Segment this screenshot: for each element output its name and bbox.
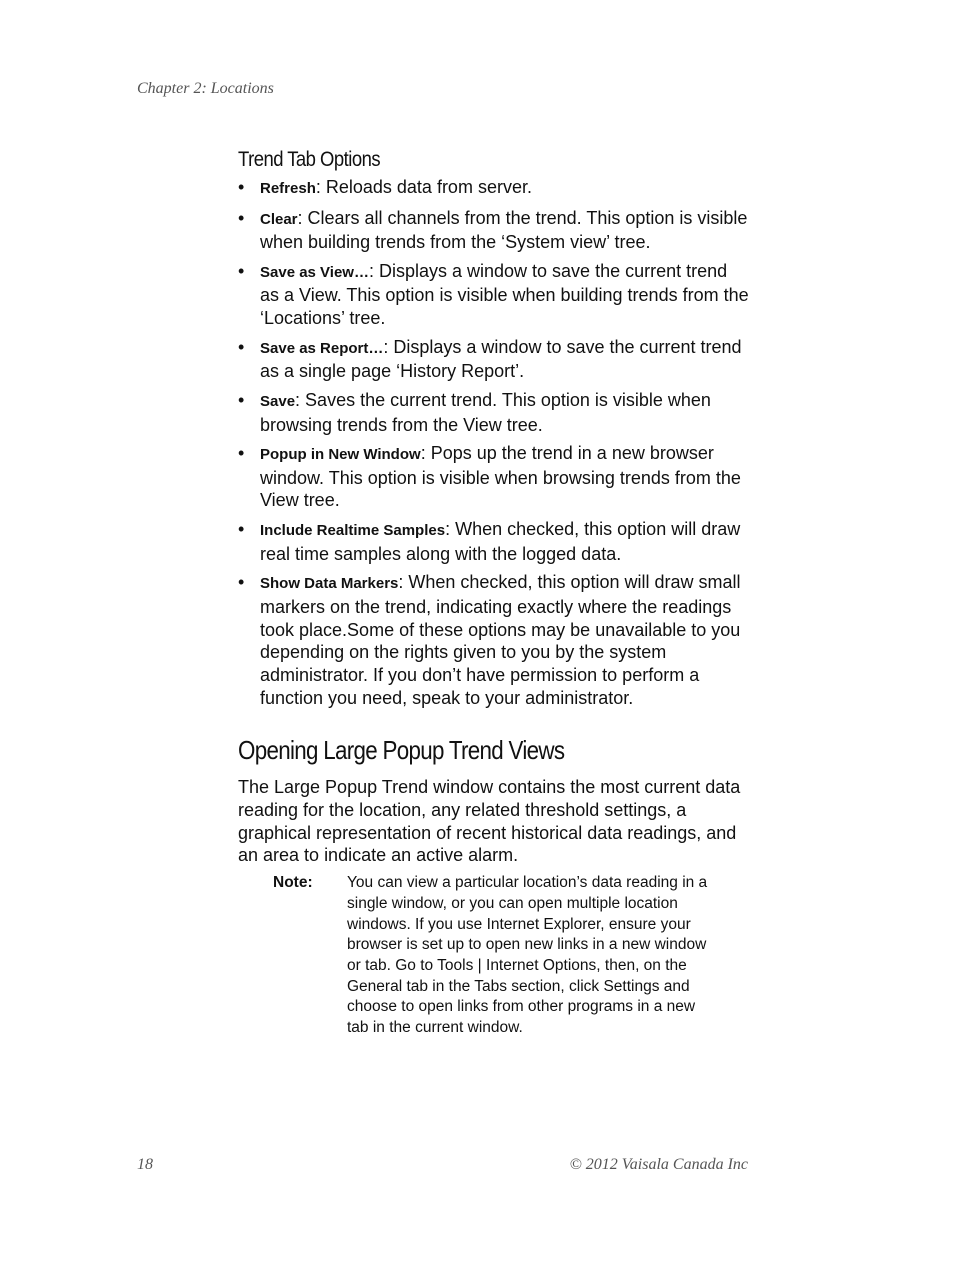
bullet: •: [238, 518, 245, 539]
option-description: : When checked, this option will draw small markers on the trend, indicating exactly where the readings took place.Some of these options may be unavailable to you depending on the rights given to you by the system administrator. If you don’t have permission to perform a function you need, speak to your administrator.: [260, 572, 741, 708]
option-term: Include Realtime Samples: [260, 521, 446, 539]
bullet: •: [238, 177, 245, 197]
option-term: Save as Report…: [260, 339, 384, 357]
list-item: [238, 571, 750, 709]
list-item: [238, 336, 750, 383]
option-description: : Reloads data from server.: [315, 177, 532, 197]
list-item: [238, 389, 750, 436]
option-description: : Displays a window to save the current trend as a View. This option is visible when building trends from the ‘Locations’ tree.: [260, 260, 749, 329]
running-head: Chapter 2: Locations: [137, 80, 274, 97]
note-text: You can view a particular location’s data reading in a single window, or you can open multiple location windows. If you use Internet Explorer, ensure your browser is set up to open new links in a new window or tab. Go to Tools | Internet Options, then, on the General tab in the Tabs section, click Settings and choose to open links from other programs in a new tab in the current window.: [347, 874, 708, 1037]
bullet: •: [238, 207, 245, 228]
option-description: : Pops up the trend in a new browser window. This option is visible when browsing trends from the View tree.: [260, 443, 741, 511]
list-item: [238, 207, 750, 254]
note-label: Note:: [273, 874, 313, 892]
copyright-notice: © 2012 Vaisala Canada Inc: [569, 1156, 748, 1173]
bullet: •: [238, 572, 245, 593]
option-description: : Displays a window to save the current trend as a single page ‘History Report’.: [260, 336, 742, 382]
bullet: •: [238, 443, 245, 464]
popup-trend-views-heading: Opening Large Popup Trend Views: [238, 735, 565, 766]
list-item: [238, 518, 750, 565]
option-term: Clear: [260, 210, 298, 228]
option-description: : Saves the current trend. This option is visible when browsing trends from the View tree.: [260, 389, 711, 435]
option-term: Save as View…: [260, 263, 369, 281]
option-term: Popup in New Window: [260, 446, 421, 464]
option-term: Refresh: [260, 180, 316, 197]
list-item: [238, 260, 750, 330]
list-item: [238, 442, 750, 512]
popup-trend-body-paragraph: The Large Popup Trend window contains the most current data reading for the location, any related threshold settings, a graphical representation of recent historical data readings, and an area to indicate an active alarm.: [238, 777, 741, 866]
page-number: 18: [137, 1156, 153, 1173]
trend-tab-options-heading: Trend Tab Options: [238, 148, 381, 171]
option-description: : When checked, this option will draw real time samples along with the logged data.: [260, 518, 741, 564]
option-term: Save: [260, 392, 296, 410]
page-content: [238, 148, 750, 1039]
bullet: •: [238, 260, 245, 281]
list-item: [238, 176, 750, 201]
note-block: [273, 873, 713, 1039]
trend-tab-options-list: [238, 176, 750, 709]
option-term: Show Data Markers: [260, 575, 399, 593]
bullet: •: [238, 389, 245, 410]
option-description: : Clears all channels from the trend. This option is visible when building trends from the ‘System view’ tree.: [260, 207, 748, 253]
bullet: •: [238, 336, 245, 357]
